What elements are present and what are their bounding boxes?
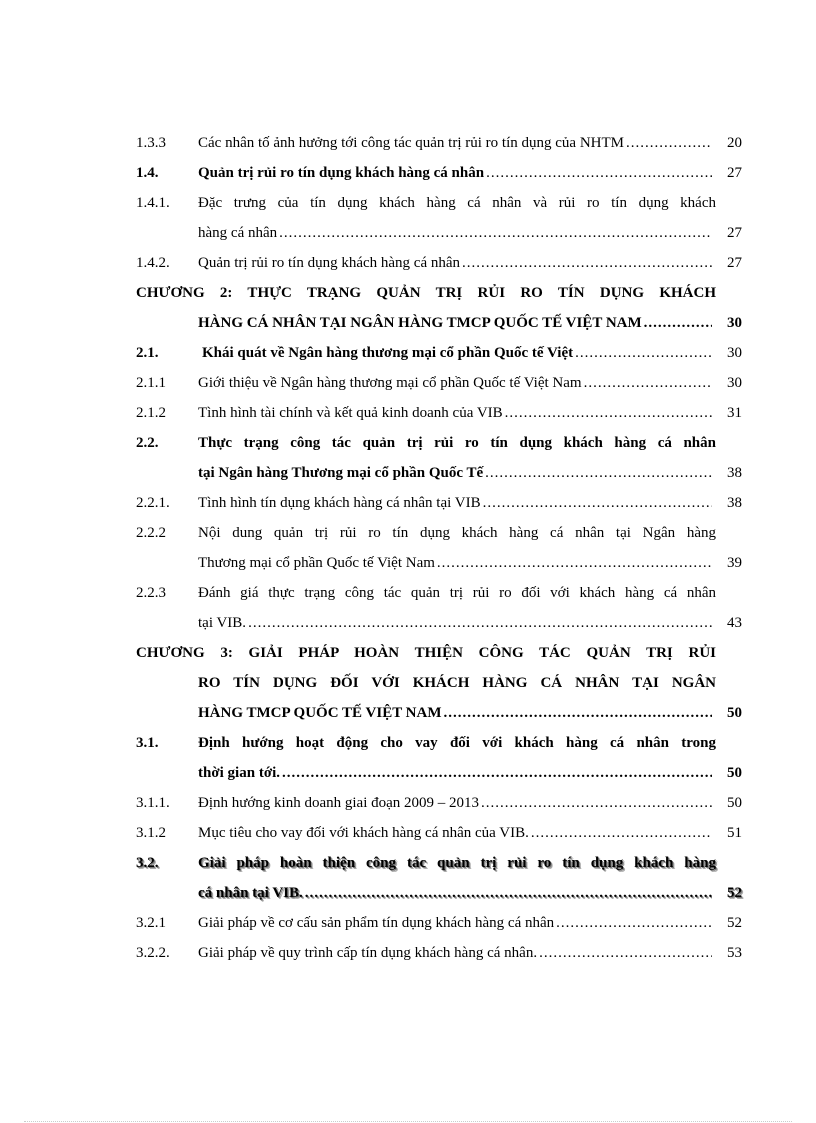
toc-number: 1.4.2.: [136, 255, 170, 271]
toc-entry-3-1: [136, 728, 742, 788]
toc-entry-3-2: [136, 848, 742, 908]
toc-entry-1-4-1: [136, 188, 742, 248]
toc-entry-2-2-3: [136, 578, 742, 638]
leader-dots: [279, 218, 712, 248]
toc-page: 52: [727, 915, 742, 931]
page-bottom-rule: [24, 1121, 792, 1122]
toc-title: Các nhân tố ảnh hưởng tới công tác quản trị rủi ro tín dụng của NHTM: [198, 135, 624, 151]
chapter-title-cont: HÀNG CÁ NHÂN TẠI NGÂN HÀNG TMCP QUỐC TẾ VIỆT NAM: [198, 315, 642, 331]
leader-dots: [626, 128, 712, 158]
leader-dots: [462, 248, 712, 278]
toc-number: 3.2.2.: [136, 945, 170, 961]
toc-title-cont: tại Ngân hàng Thương mại cổ phần Quốc Tế: [198, 465, 484, 481]
toc-chapter-2: [136, 278, 742, 338]
toc-title-cont: Thương mại cổ phần Quốc tế Việt Nam: [198, 555, 435, 571]
toc-chapter-3: [136, 638, 742, 728]
toc-title: Khái quát về Ngân hàng thương mại cổ phần Quốc tế Việt: [202, 345, 574, 361]
toc-entry-3-2-2: [136, 938, 742, 968]
chapter-title: CHƯƠNG 2: THỰC TRẠNG QUẢN TRỊ RỦI RO TÍN DỤNG KHÁCH: [136, 285, 716, 301]
chapter-title-cont: RO TÍN DỤNG ĐỐI VỚI KHÁCH HÀNG CÁ NHÂN TẠI NGÂN: [198, 675, 716, 691]
toc-page: 27: [727, 255, 742, 271]
toc-number: 1.4.: [136, 165, 159, 181]
toc-number: 2.2.: [136, 435, 159, 451]
leader-dots: [486, 158, 712, 188]
leader-dots: [437, 548, 712, 578]
toc-entry-3-2-1: [136, 908, 742, 938]
toc-number: 2.1.1: [136, 375, 166, 391]
toc-page: 53: [727, 945, 742, 961]
leader-dots: [483, 488, 712, 518]
toc-page: 27: [727, 165, 742, 181]
toc-title: Giải pháp về cơ cấu sản phẩm tín dụng khách hàng cá nhân: [198, 915, 555, 931]
toc-page: 38: [727, 465, 742, 481]
toc-title: Định hướng kinh doanh giai đoạn 2009 – 2013: [198, 795, 480, 811]
toc-entry-2-1-1: [136, 368, 742, 398]
toc-title: Đặc trưng của tín dụng khách hàng cá nhân và rủi ro tín dụng khách: [198, 195, 716, 211]
toc-page: 50: [727, 795, 742, 811]
leader-dots: [481, 788, 712, 818]
toc-page: 43: [727, 615, 742, 631]
toc-entry-2-1-2: [136, 398, 742, 428]
toc-entry-1-3-3: [136, 128, 742, 158]
toc-number: 2.1.: [136, 345, 159, 361]
toc-page: 30: [727, 315, 742, 331]
leader-dots: [248, 608, 712, 638]
toc-title-cont: tại VIB.: [198, 615, 247, 631]
toc-title: Đánh giá thực trạng công tác quản trị rủi ro đối với khách hàng cá nhân: [198, 585, 716, 601]
toc-title: Giải pháp hoàn thiện công tác quản trị rủi ro tín dụng khách hàng: [198, 855, 716, 871]
toc-entry-2-2-2: [136, 518, 742, 578]
toc-title: Thực trạng công tác quản trị rủi ro tín dụng khách hàng cá nhân: [198, 435, 716, 451]
toc-title: Nội dung quản trị rủi ro tín dụng khách hàng cá nhân tại Ngân hàng: [198, 525, 716, 541]
toc-title-cont: cá nhân tại VIB.: [198, 885, 303, 901]
toc-entry-1-4-2: [136, 248, 742, 278]
leader-dots: [539, 938, 712, 968]
toc-entry-2-2-1: [136, 488, 742, 518]
toc-entry-1-4: [136, 158, 742, 188]
toc-title-cont: thời gian tới.: [198, 765, 281, 781]
chapter-title-cont: HÀNG TMCP QUỐC TẾ VIỆT NAM: [198, 705, 442, 721]
toc-page: 38: [727, 495, 742, 511]
toc-entry-2-2: [136, 428, 742, 488]
leader-dots: [584, 368, 712, 398]
table-of-contents: [136, 128, 742, 968]
toc-number: 3.2.: [136, 855, 159, 871]
toc-number: 3.1.1.: [136, 795, 170, 811]
toc-page: 52: [727, 885, 742, 901]
toc-title-cont: hàng cá nhân: [198, 225, 278, 241]
toc-page: 50: [727, 765, 742, 781]
toc-title: Quản trị rủi ro tín dụng khách hàng cá nhân: [198, 255, 461, 271]
leader-dots: [505, 398, 712, 428]
toc-title: Tình hình tín dụng khách hàng cá nhân tại VIB: [198, 495, 481, 511]
toc-page: 30: [727, 375, 742, 391]
toc-title: Định hướng hoạt động cho vay đối với khách hàng cá nhân trong: [198, 735, 716, 751]
toc-entry-3-1-2: [136, 818, 742, 848]
toc-page: 39: [727, 555, 742, 571]
toc-number: 3.1.2: [136, 825, 166, 841]
toc-page: 51: [727, 825, 742, 841]
toc-title: Tình hình tài chính và kết quả kinh doanh của VIB: [198, 405, 503, 421]
leader-dots: [556, 908, 712, 938]
toc-title: Mục tiêu cho vay đối với khách hàng cá nhân của VIB.: [198, 825, 529, 841]
toc-number: 1.3.3: [136, 135, 166, 151]
toc-page: 50: [727, 705, 742, 721]
leader-dots: [305, 878, 712, 908]
toc-title: Quản trị rủi ro tín dụng khách hàng cá nhân: [198, 165, 485, 181]
toc-title: Giải pháp về quy trình cấp tín dụng khách hàng cá nhân.: [198, 945, 538, 961]
toc-page: 30: [727, 345, 742, 361]
toc-title: Giới thiệu về Ngân hàng thương mại cổ phần Quốc tế Việt Nam: [198, 375, 582, 391]
toc-page: 31: [727, 405, 742, 421]
leader-dots: [282, 758, 712, 788]
toc-number: 3.2.1: [136, 915, 166, 931]
toc-number: 2.2.3: [136, 585, 166, 601]
chapter-title: CHƯƠNG 3: GIẢI PHÁP HOÀN THIỆN CÔNG TÁC QUẢN TRỊ RỦI: [136, 645, 716, 661]
toc-number: 2.2.2: [136, 525, 166, 541]
toc-page: 27: [727, 225, 742, 241]
leader-dots: [444, 698, 712, 728]
toc-entry-3-1-1: [136, 788, 742, 818]
leader-dots: [644, 308, 712, 338]
leader-dots: [485, 458, 712, 488]
leader-dots: [575, 338, 712, 368]
toc-entry-2-1: [136, 338, 742, 368]
toc-number: 2.1.2: [136, 405, 166, 421]
leader-dots: [531, 818, 712, 848]
toc-page: 20: [727, 135, 742, 151]
toc-number: 3.1.: [136, 735, 159, 751]
toc-number: 1.4.1.: [136, 195, 170, 211]
toc-number: 2.2.1.: [136, 495, 170, 511]
